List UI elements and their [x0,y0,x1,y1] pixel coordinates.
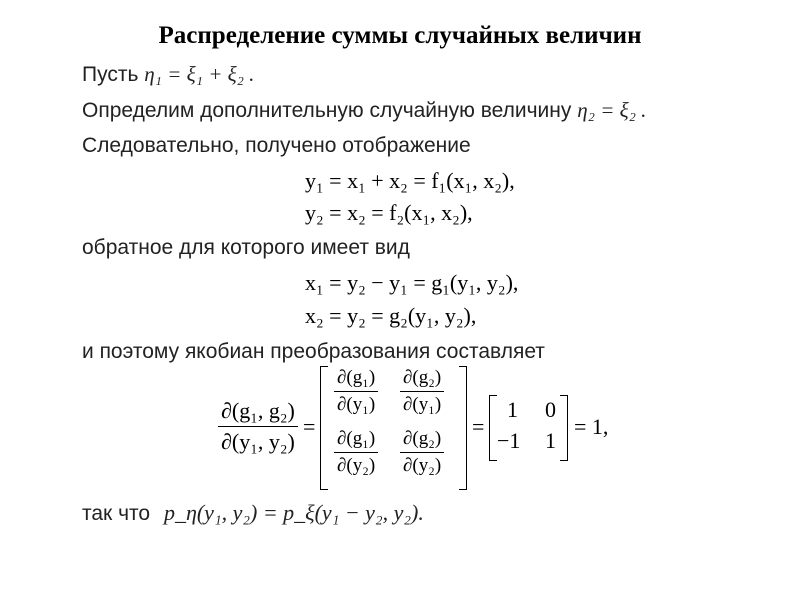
matrix-cell-11-num: ∂(g₁) [337,367,376,388]
text-line-6 [82,500,424,526]
numeric-cell-11: 1 [507,397,518,422]
matrix-cell-12 [400,367,444,416]
equation-x1: x₁ = y₂ − y₁ = g₁(y₁, y₂), [305,270,519,295]
matrix-cell-21 [334,428,378,477]
text-line-1-prefix: Пусть [82,63,139,86]
matrix-left-bracket [320,366,328,490]
text-line-4: обратное для которого имеет вид [82,236,410,259]
numeric-cell-22: 1 [545,428,556,453]
matrix-cell-21-num: ∂(g₁) [337,428,376,449]
numeric-matrix-left-bracket [489,395,497,461]
jacobian-lhs-numerator: ∂(g₁, g₂) [221,398,295,423]
text-line-6-prefix: так что [82,502,151,525]
equals-sign-1: = [303,414,316,439]
text-line-1-math: η₁ = ξ₁ + ξ₂ . [144,62,255,86]
matrix-cell-11 [334,367,378,416]
matrix-cell-22-den: ∂(y₂) [400,452,444,477]
slide-title: Распределение суммы случайных величин [158,22,642,49]
numeric-cell-12: 0 [545,397,556,422]
text-line-2-math: η₂ = ξ₂ . [577,98,647,122]
numeric-matrix-right-bracket [560,395,568,461]
numeric-cell-21: −1 [497,428,521,453]
matrix-cell-21-den: ∂(y₂) [334,452,378,477]
text-line-3: Следовательно, получено отображение [82,134,471,157]
text-line-5: и поэтому якобиан преобразования составляет [82,340,545,363]
jacobian-lhs-denominator: ∂(y₁, y₂) [218,426,298,455]
matrix-right-bracket [459,366,467,490]
matrix-cell-22-num: ∂(g₂) [403,428,442,449]
equation-x2: x₂ = y₂ = g₂(y₁, y₂), [305,303,477,328]
matrix-cell-12-den: ∂(y₁) [400,391,444,416]
equation-y2: y₂ = x₂ = f₂(x₁, x₂), [305,200,473,225]
matrix-cell-22 [400,428,444,477]
jacobian-lhs [218,398,298,455]
text-line-2 [82,98,646,123]
final-equation: p_η(y₁, y₂) = p_ξ(y₁ − y₂, y₂). [163,500,424,525]
text-line-1 [82,62,254,87]
equals-sign-2: = [472,414,485,439]
equation-y1: y₁ = x₁ + x₂ = f₁(x₁, x₂), [305,168,515,193]
text-line-2-prefix: Определим дополнительную случайную величину [82,99,572,122]
equals-one: = 1, [574,414,609,439]
matrix-cell-11-den: ∂(y₁) [334,391,378,416]
matrix-cell-12-num: ∂(g₂) [403,367,442,388]
